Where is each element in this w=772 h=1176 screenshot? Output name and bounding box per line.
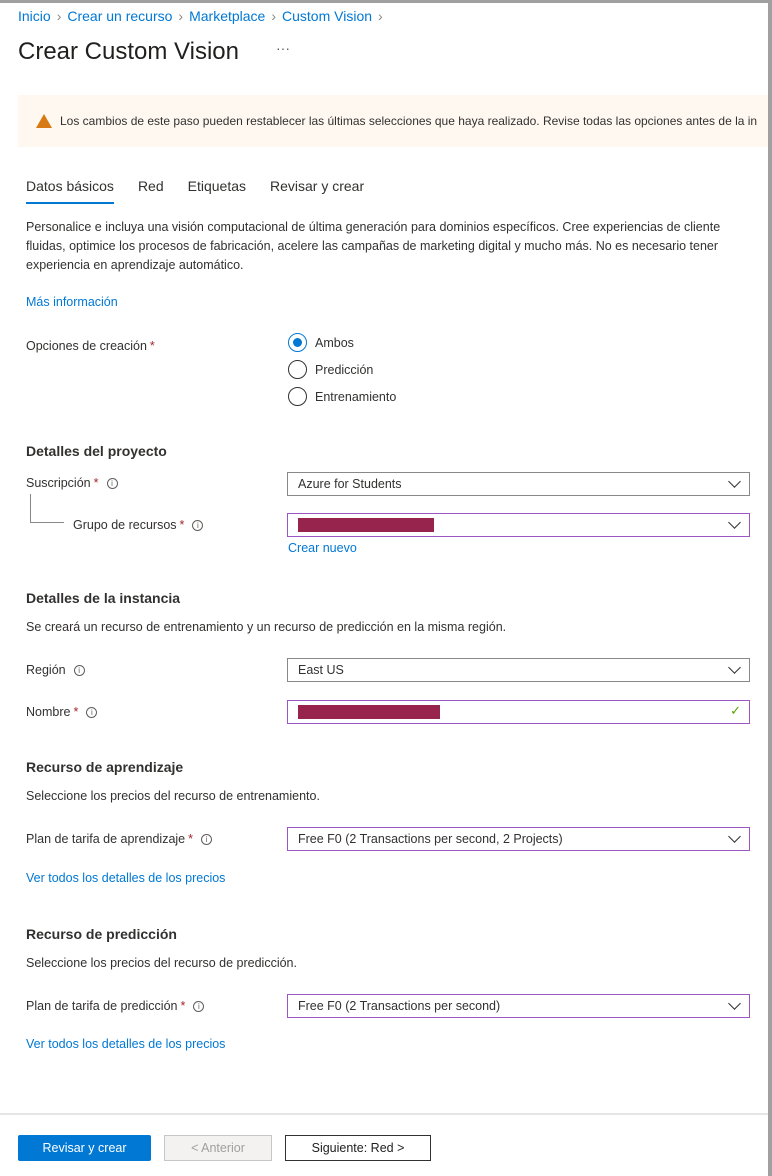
breadcrumb-crear-recurso[interactable]: Crear un recurso	[67, 8, 173, 24]
info-icon[interactable]: i	[193, 1001, 204, 1012]
chevron-right-icon: ›	[56, 8, 62, 24]
chevron-right-icon: ›	[271, 8, 277, 24]
warning-text: Los cambios de este paso pueden restablecer las últimas selecciones que haya realizado. Revise todas las opciones antes de la in	[60, 114, 758, 128]
redacted-value	[298, 518, 434, 532]
label-text: Plan de tarifa de aprendizaje	[26, 832, 186, 846]
radio-label: Predicción	[315, 362, 374, 377]
prediction-pricing-link[interactable]: Ver todos los detalles de los precios	[26, 1037, 226, 1051]
instance-description: Se creará un recurso de entrenamiento y un recurso de predicción en la misma región.	[26, 620, 507, 634]
radio-ambos[interactable]	[288, 333, 354, 352]
training-tier-label	[26, 832, 212, 846]
required-marker: *	[180, 999, 186, 1013]
breadcrumb-custom-vision[interactable]: Custom Vision	[282, 8, 373, 24]
project-details-heading: Detalles del proyecto	[26, 443, 167, 459]
info-icon[interactable]: i	[86, 707, 97, 718]
warning-banner	[18, 95, 768, 147]
redacted-value	[298, 705, 440, 719]
breadcrumb	[18, 8, 389, 24]
breadcrumb-inicio[interactable]: Inicio	[18, 8, 51, 24]
radio-selected-icon	[288, 333, 307, 352]
select-value: Free F0 (2 Transactions per second, 2 Projects)	[298, 832, 563, 846]
breadcrumb-marketplace[interactable]: Marketplace	[189, 8, 266, 24]
label-text: Grupo de recursos	[73, 518, 177, 532]
tab-revisar-crear[interactable]: Revisar y crear	[270, 178, 365, 194]
training-heading: Recurso de aprendizaje	[26, 759, 184, 775]
chevron-right-icon: ›	[378, 8, 383, 24]
more-options-button[interactable]: ···	[276, 40, 290, 56]
more-info-link[interactable]: Más información	[26, 295, 118, 309]
review-create-button[interactable]: Revisar y crear	[18, 1135, 151, 1161]
window-border	[0, 0, 772, 3]
label-text: Opciones de creación	[26, 339, 147, 353]
chevron-down-icon	[728, 516, 741, 529]
chevron-down-icon	[728, 661, 741, 674]
radio-icon	[288, 387, 307, 406]
chevron-down-icon	[728, 830, 741, 843]
subscription-select[interactable]	[287, 472, 750, 496]
region-select[interactable]	[287, 658, 750, 682]
training-tier-select[interactable]	[287, 827, 750, 851]
required-marker: *	[149, 339, 155, 353]
training-pricing-link[interactable]: Ver todos los detalles de los precios	[26, 871, 226, 885]
next-button[interactable]: Siguiente: Red >	[285, 1135, 431, 1161]
info-icon[interactable]: i	[192, 520, 203, 531]
tab-bar	[26, 178, 364, 204]
tab-red[interactable]: Red	[137, 178, 164, 194]
footer-divider	[0, 1113, 768, 1115]
info-icon[interactable]: i	[107, 478, 118, 489]
tree-connector	[30, 494, 64, 523]
select-value: Azure for Students	[298, 477, 402, 491]
resource-group-select[interactable]	[287, 513, 750, 537]
resource-group-label	[73, 518, 203, 532]
prediction-heading: Recurso de predicción	[26, 926, 177, 942]
warning-icon	[36, 114, 52, 128]
creation-options-label	[26, 339, 155, 353]
prediction-description: Seleccione los precios del recurso de predicción.	[26, 956, 297, 970]
radio-label: Entrenamiento	[315, 389, 397, 404]
previous-button[interactable]: < Anterior	[164, 1135, 272, 1161]
description: Personalice e incluya una visión computacional de última generación para dominios específicos. Cree experiencias de cliente fluidas, optimice los procesos de fabricación, acelere las campañas de marketing digital y mucho más. No es necesario tener experiencia en aprendizaje automático.	[26, 220, 721, 272]
prediction-tier-select[interactable]	[287, 994, 750, 1018]
chevron-right-icon: ›	[178, 8, 184, 24]
chevron-down-icon	[728, 475, 741, 488]
tab-datos-basicos[interactable]: Datos básicos	[26, 178, 114, 204]
radio-prediccion[interactable]	[288, 360, 373, 379]
label-text: Suscripción	[26, 476, 91, 490]
name-input[interactable]	[287, 700, 750, 724]
info-icon[interactable]: i	[201, 834, 212, 845]
checkmark-icon: ✓	[730, 703, 741, 718]
subscription-label	[26, 476, 118, 490]
select-value: Free F0 (2 Transactions per second)	[298, 999, 501, 1013]
label-text: Nombre	[26, 705, 71, 719]
info-icon[interactable]: i	[74, 665, 85, 676]
label-text: Plan de tarifa de predicción	[26, 999, 178, 1013]
radio-entrenamiento[interactable]	[288, 387, 396, 406]
select-value: East US	[298, 663, 344, 677]
required-marker: *	[93, 476, 99, 490]
instance-details-heading: Detalles de la instancia	[26, 590, 181, 606]
scrollbar[interactable]	[768, 0, 772, 1176]
training-description: Seleccione los precios del recurso de entrenamiento.	[26, 789, 320, 803]
chevron-down-icon	[728, 997, 741, 1010]
label-text: Región	[26, 663, 66, 677]
required-marker: *	[188, 832, 194, 846]
name-label	[26, 705, 97, 719]
required-marker: *	[73, 705, 79, 719]
prediction-tier-label	[26, 999, 204, 1013]
page-title: Crear Custom Vision	[18, 38, 239, 65]
required-marker: *	[179, 518, 185, 532]
radio-label: Ambos	[315, 335, 354, 350]
region-label	[26, 663, 85, 677]
tab-etiquetas[interactable]: Etiquetas	[187, 178, 246, 194]
create-new-link[interactable]: Crear nuevo	[288, 541, 357, 555]
radio-icon	[288, 360, 307, 379]
